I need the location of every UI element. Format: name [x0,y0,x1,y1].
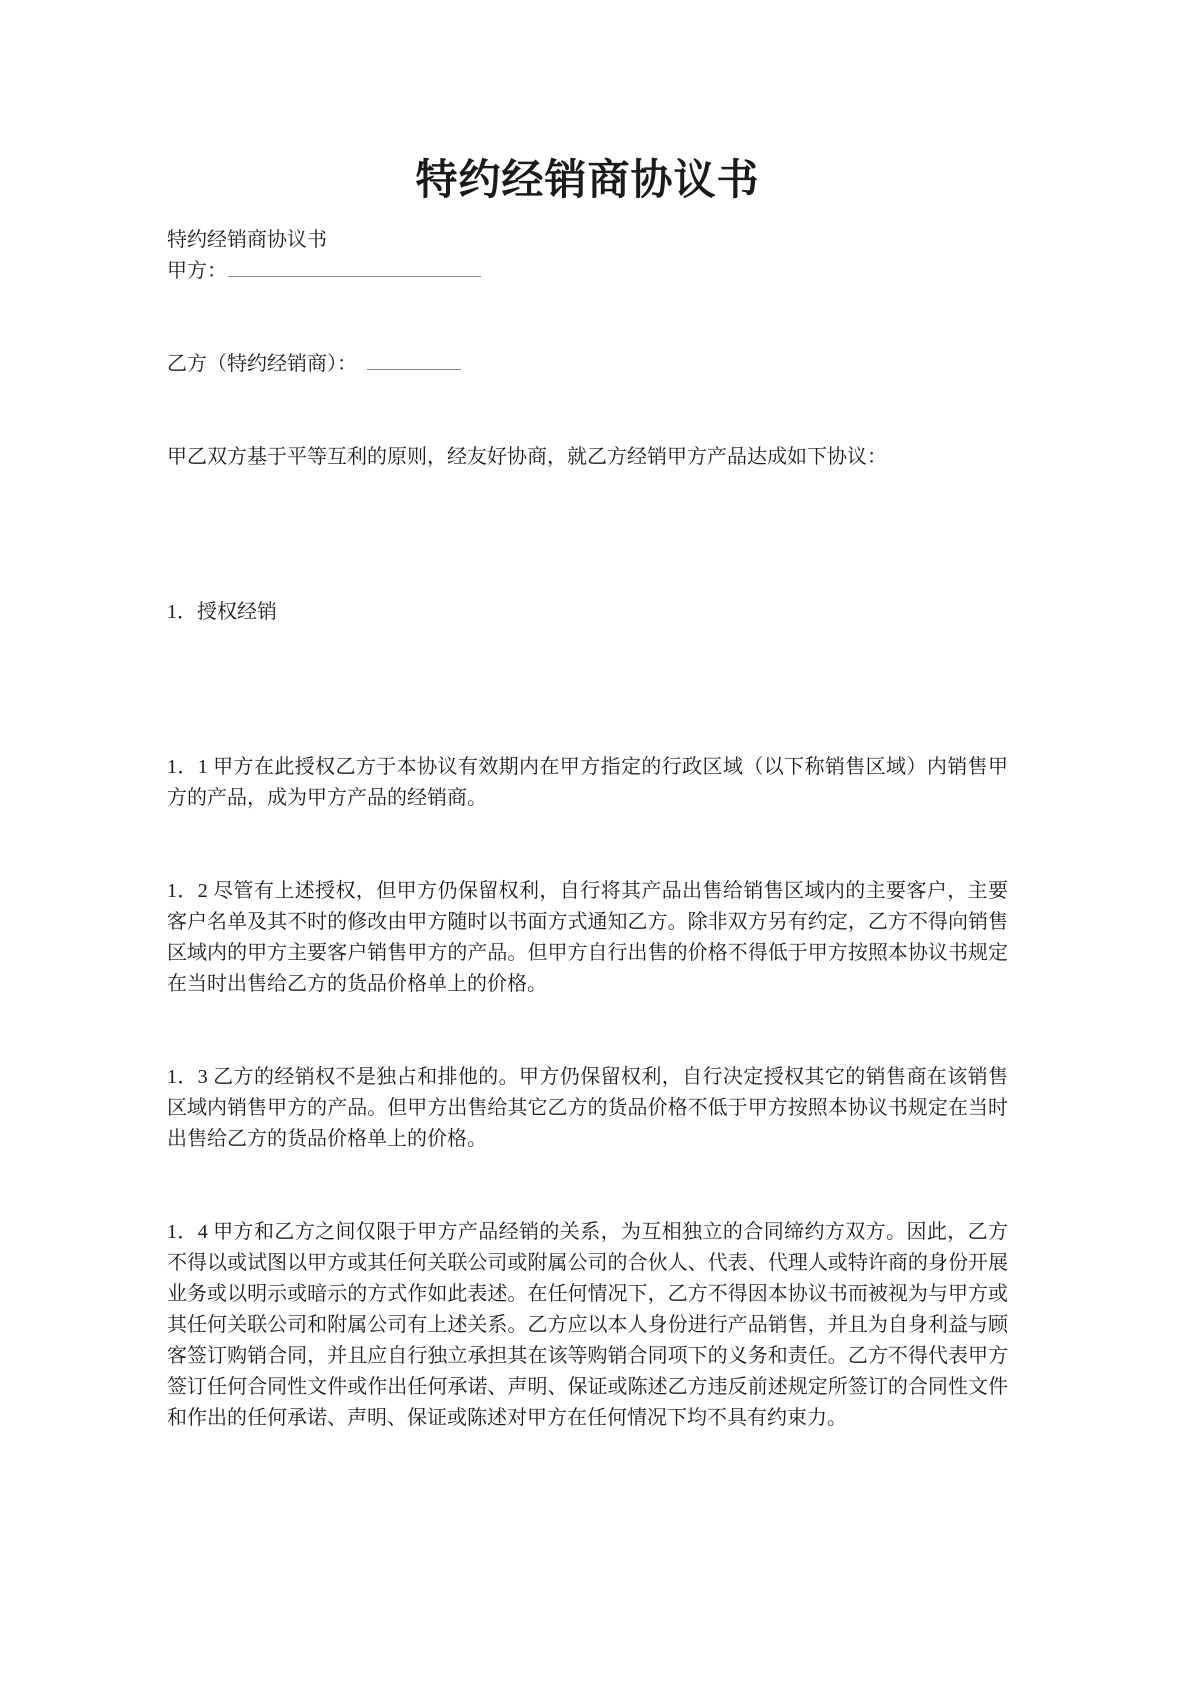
party-a-line [167,256,1008,287]
clause-1-4: 1．4 甲方和乙方之间仅限于甲方产品经销的关系，为互相独立的合同缔约方双方。因此，乙方不得以或试图以甲方或其任何关联公司或附属公司的合伙人、代表、代理人或特许商的身份开展业务或以明示或暗示的方式作如此表述。在任何情况下，乙方不得因本协议书而被视为与甲方或其任何关联公司和附属公司有上述关系。乙方应以本人身份进行产品销售，并且为自身利益与顾客签订购销合同，并且应自行独立承担其在该等购销合同项下的义务和责任。乙方不得代表甲方签订任何合同性文件或作出任何承诺、声明、保证或陈述乙方违反前述规定所签订的合同性文件和作出的任何承诺、声明、保证或陈述对甲方在任何情况下均不具有约束力。 [167,1221,1008,1429]
party-b-line [167,349,1008,380]
clause-1-2: 1．2 尽管有上述授权，但甲方仍保留权利，自行将其产品出售给销售区域内的主要客户，主要客户名单及其不时的修改由甲方随时以书面方式通知乙方。除非双方另有约定，乙方不得向销售区域内的甲方主要客户销售甲方的产品。但甲方自行出售的价格不得低于甲方按照本协议书规定在当时出售给乙方的货品价格单上的价格。 [167,880,1008,995]
party-a-label: 甲方： [167,260,227,282]
clause-1-1: 1．1 甲方在此授权乙方于本协议有效期内在甲方指定的行政区域（以下称销售区域）内销售甲方的产品，成为甲方产品的经销商。 [167,756,1008,809]
document-subtitle: 特约经销商协议书 [167,229,327,251]
party-a-blank-line [228,256,481,277]
party-b-blank-line [367,349,461,370]
clause-1-3: 1．3 乙方的经销权不是独占和排他的。甲方仍保留权利，自行决定授权其它的销售商在该销售区域内销售甲方的产品。但甲方出售给其它乙方的货品价格不低于甲方按照本协议书规定在当时出售给乙方的货品价格单上的价格。 [167,1066,1008,1150]
document-title: 特约经销商协议书 [415,158,760,204]
section-1-heading: 1．授权经销 [167,601,277,623]
party-b-label: 乙方（特约经销商）： [167,353,357,375]
preamble-paragraph: 甲乙双方基于平等互利的原则，经友好协商，就乙方经销甲方产品达成如下协议： [167,446,887,468]
